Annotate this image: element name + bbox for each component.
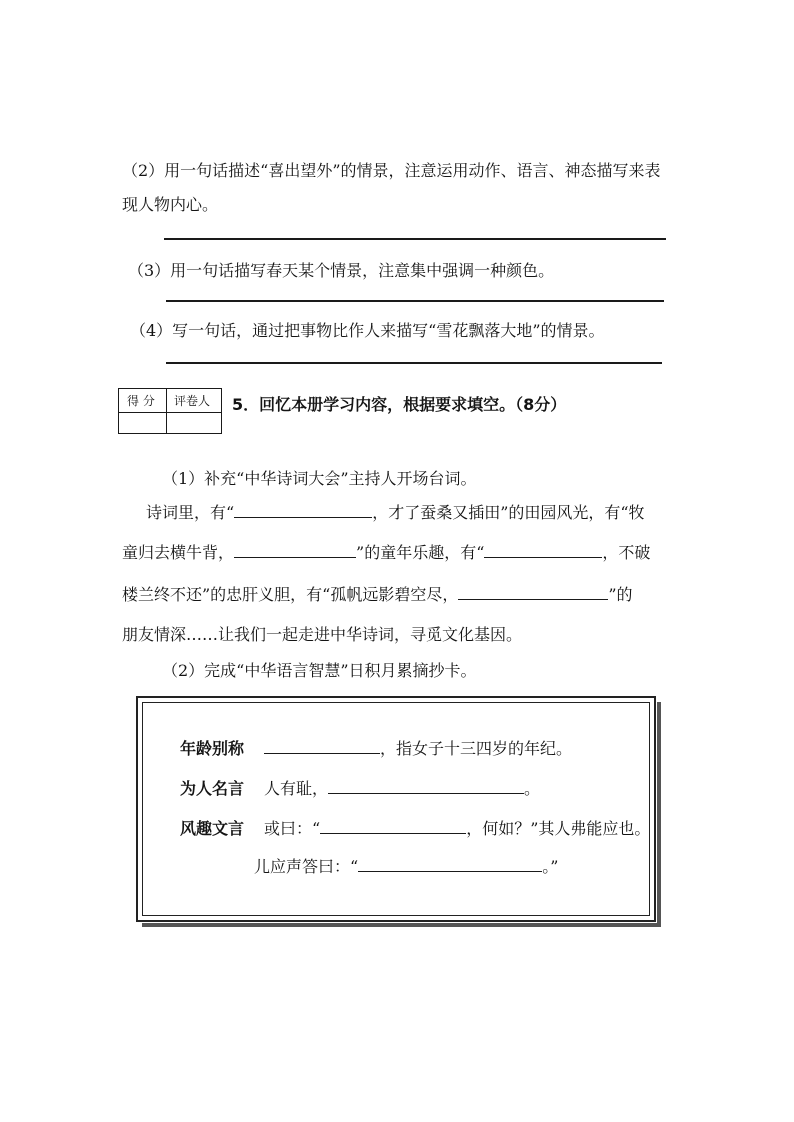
card-shadow-bottom — [142, 923, 661, 927]
poem-line-2 — [122, 540, 650, 563]
question-2-line-2: 现人物内心。 — [122, 195, 219, 214]
poem-line-1-a: 诗词里，有“ — [146, 503, 235, 522]
grader-input-cell[interactable] — [168, 413, 220, 433]
maxim-text-b: 。 — [524, 779, 541, 798]
age-text: ，指女子十三四岁的年纪。 — [380, 739, 573, 758]
question-4: （4）写一句话，通过把事物比作人来描写“雪花飘落大地”的情景。 — [130, 321, 605, 340]
reply-text-b: 。” — [542, 857, 559, 876]
score-table — [118, 388, 222, 434]
reply-text-a: 儿应声答曰：“ — [254, 857, 359, 876]
part-1-heading: （1）补充“中华诗词大会”主持人开场台词。 — [162, 469, 477, 488]
poem-line-2-a: 童归去横牛背， — [122, 543, 235, 562]
poem-line-3-a: 楼兰终不还”的忠肝义胆，有“孤帆远影碧空尽， — [122, 585, 459, 604]
humor-text-a: 或曰：“ — [264, 819, 321, 838]
excerpt-card — [136, 696, 656, 922]
blank-poem-1[interactable] — [234, 501, 372, 518]
blank-poem-2[interactable] — [234, 541, 356, 558]
question-3: （3）用一句话描写春天某个情景，注意集中强调一种颜色。 — [128, 261, 555, 280]
card-shadow-right — [657, 702, 661, 926]
part-2-heading: （2）完成“中华语言智慧”日积月累摘抄卡。 — [162, 661, 477, 680]
poem-line-3-b: ”的 — [608, 585, 633, 604]
card-row-reply — [254, 854, 558, 877]
card-row-age — [180, 736, 572, 759]
grader-label: 评卷人 — [174, 394, 211, 408]
answer-line-question-2[interactable] — [164, 238, 666, 240]
blank-poem-3[interactable] — [484, 541, 602, 558]
score-label: 得 分 — [127, 394, 155, 408]
poem-line-2-c: ，不破 — [602, 543, 651, 562]
question-2-line-1: （2）用一句话描述“喜出望外”的情景，注意运用动作、语言、神态描写来表 — [122, 161, 661, 180]
blank-poem-4[interactable] — [458, 583, 608, 600]
poem-line-4: 朋友情深……让我们一起走进中华诗词，寻觅文化基因。 — [122, 625, 523, 644]
score-table-divider — [166, 389, 167, 433]
blank-age[interactable] — [264, 737, 380, 754]
card-inner-border — [142, 702, 650, 916]
score-input-cell[interactable] — [119, 413, 165, 433]
answer-line-question-3[interactable] — [166, 300, 664, 302]
card-row-humor — [180, 816, 650, 839]
humor-text-b: ，何如？”其人弗能应也。 — [466, 819, 651, 838]
age-label: 年龄别称 — [180, 739, 245, 758]
maxim-text-a: 人有耻， — [264, 779, 329, 798]
poem-line-1-b: ，才了蚕桑又插田”的田园风光，有“牧 — [372, 503, 645, 522]
maxim-label: 为人名言 — [180, 779, 245, 798]
blank-maxim[interactable] — [328, 777, 524, 794]
blank-humor[interactable] — [320, 817, 466, 834]
poem-line-2-b: ”的童年乐趣，有“ — [356, 543, 485, 562]
card-row-maxim — [180, 776, 540, 799]
blank-reply[interactable] — [358, 855, 542, 872]
question-5-title: 5．回忆本册学习内容，根据要求填空。（8分） — [232, 395, 567, 414]
poem-line-1 — [146, 500, 645, 523]
humor-label: 风趣文言 — [180, 819, 245, 838]
poem-line-3 — [122, 582, 633, 605]
answer-line-question-4[interactable] — [166, 362, 662, 364]
